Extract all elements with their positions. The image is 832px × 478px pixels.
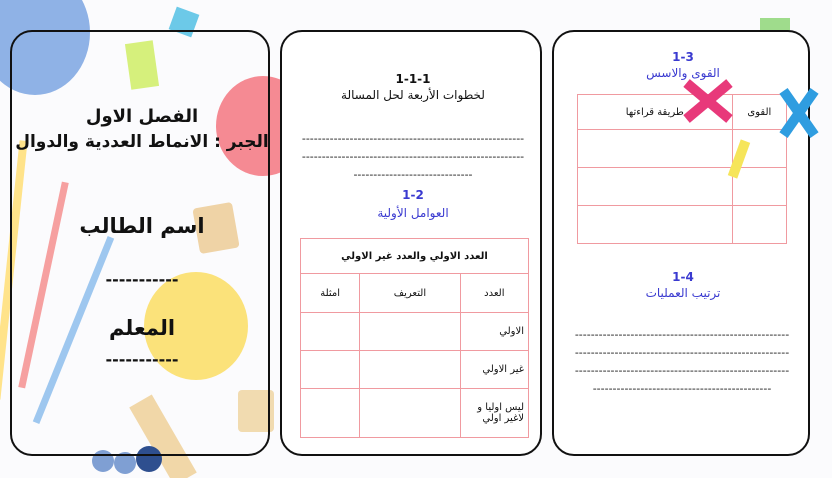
empty-cell[interactable] [301, 351, 360, 389]
row-label: غير الاولي [460, 351, 528, 389]
answer-line: ------------------------------------------------------ [574, 328, 790, 341]
empty-cell[interactable] [360, 389, 460, 438]
prime-numbers-table [300, 238, 529, 438]
row-label: الاولي [460, 313, 528, 351]
section-3-heading: القوى والاسس [646, 66, 720, 80]
section-2-number: 1-2 [402, 188, 424, 202]
column-header: امثلة [301, 274, 360, 313]
answer-line: ------------------------------------------------------ [574, 346, 790, 359]
empty-cell[interactable] [360, 351, 460, 389]
column-header: التعريف [360, 274, 460, 313]
student-name-label: اسم الطالب [79, 214, 205, 238]
chapter-title: الفصل الاول [85, 106, 199, 127]
teacher-name-blank: ----------- [105, 350, 179, 369]
answer-line: ------------------------------------------------------ [574, 364, 790, 377]
empty-cell[interactable] [578, 206, 733, 244]
section-4-heading: ترتيب العمليات [645, 286, 721, 300]
empty-cell[interactable] [301, 313, 360, 351]
middle-panel [280, 30, 542, 456]
column-header: طريقة قراءتها [578, 95, 733, 130]
right-panel [552, 30, 810, 456]
powers-table [577, 94, 787, 244]
empty-cell[interactable] [732, 206, 786, 244]
chapter-subject: الجبر : الانماط العددية والدوال [15, 132, 269, 152]
cover-panel [10, 30, 270, 456]
section-4-number: 1-4 [672, 270, 694, 284]
empty-cell[interactable] [578, 168, 733, 206]
empty-cell[interactable] [578, 130, 733, 168]
teacher-label: المعلم [108, 316, 176, 340]
empty-cell[interactable] [301, 389, 360, 438]
row-label: ليس اوليا و لاغير اولي [460, 389, 528, 438]
student-name-blank: ----------- [105, 270, 179, 289]
column-header: القوى [732, 95, 786, 130]
table-title: العدد الاولي والعدد غير الاولي [301, 239, 529, 274]
answer-line: --------------------------------------------- [592, 382, 772, 395]
answer-line: -------------------------------------------------------- [301, 132, 525, 145]
section-1-heading: لخطوات الأربعة لحل المسالة [341, 88, 485, 102]
empty-cell[interactable] [732, 168, 786, 206]
column-header: العدد [460, 274, 528, 313]
answer-line: -------------------------------------------------------- [301, 150, 525, 163]
empty-cell[interactable] [360, 313, 460, 351]
section-3-number: 1-3 [672, 50, 694, 64]
section-1-number: 1-1-1 [395, 72, 431, 86]
section-2-heading: العوامل الأولية [377, 206, 449, 220]
answer-line: ------------------------------ [353, 168, 473, 181]
